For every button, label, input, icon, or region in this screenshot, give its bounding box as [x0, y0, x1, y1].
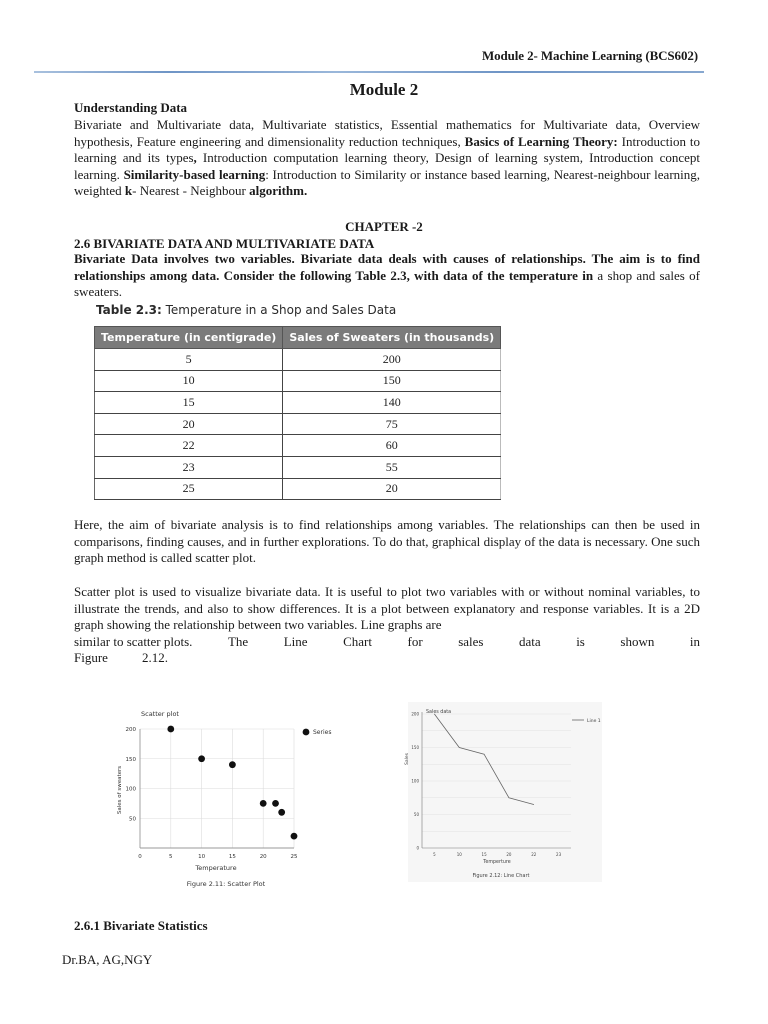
scatter-point: [198, 755, 205, 762]
table-row: [95, 392, 501, 414]
scatter-paragraph-line4: [74, 634, 700, 651]
scatter-point: [291, 833, 298, 840]
syllabus-segment: : Introduction to Similarity or instance based learning, Nearest-neighbour learning, weighted: [74, 166, 701, 199]
line-chart-caption: Figure 2.12: Line Chart: [472, 873, 530, 879]
word: similar to scatter plots.: [74, 633, 193, 649]
section-heading: 2.6 BIVARIATE DATA AND MULTIVARIATE DATA: [74, 236, 375, 251]
line-x-tick-label: 20: [506, 852, 512, 857]
table-row: [95, 435, 501, 457]
line-x-tick-label: 5: [433, 852, 436, 857]
syllabus-segment: - Nearest - Neighbour: [132, 183, 250, 199]
scatter-paragraph-line5: [74, 650, 700, 667]
table-row: [95, 413, 501, 435]
scatter-y-label: Sales of sweaters: [117, 765, 123, 815]
scatter-title: Scatter plot: [141, 710, 179, 718]
line-x-tick-label: 22: [531, 852, 537, 857]
intro-paragraph: [74, 251, 700, 301]
table-cell-temperature: 15: [95, 392, 283, 414]
word: for: [407, 633, 423, 649]
line-x-tick-label: 10: [456, 852, 462, 857]
table-caption-text: Temperature in a Shop and Sales Data: [161, 303, 397, 317]
table-cell-temperature: 23: [95, 456, 283, 478]
line-y-tick-label: 100: [411, 778, 419, 784]
syllabus-bold-segment: Basics of Learning Theory:: [464, 133, 618, 149]
scatter-plot-figure: [105, 700, 365, 895]
syllabus-paragraph: [74, 117, 700, 200]
syllabus-segment: Introduction to learning and its types: [74, 133, 700, 166]
word: The: [227, 633, 249, 649]
scatter-x-tick-label: 15: [228, 854, 236, 860]
scatter-x-tick-label: 0: [138, 854, 142, 860]
table-cell-temperature: 22: [95, 435, 283, 457]
line-chart-background: [408, 702, 602, 882]
subsection-heading: 2.6.1 Bivariate Statistics: [74, 918, 208, 933]
page-title: Module 2: [349, 80, 419, 99]
scatter-point: [260, 800, 267, 807]
table-row: [95, 370, 501, 392]
table-header-row: [95, 327, 501, 349]
syllabus-heading: Understanding Data: [74, 100, 188, 115]
scatter-y-tick-label: 150: [125, 756, 136, 763]
line-data-point: [533, 804, 534, 805]
analysis-paragraph: Here, the aim of bivariate analysis is to find relationships among variables. The relationships can then be used in comparisons, finding causes, and in further explorations. To do that, graphical display of the data is necessary. One such graph method is called scatter plot.: [74, 517, 700, 566]
table-cell-temperature: 20: [95, 413, 283, 435]
table-row: [95, 349, 501, 371]
line-x-tick-label: 15: [481, 852, 487, 857]
table-cell-sales: 20: [283, 478, 501, 500]
word: 2.12.: [141, 650, 168, 666]
word: data: [519, 633, 541, 649]
word: Chart: [343, 633, 372, 649]
line-chart-title: Sales data: [426, 710, 452, 715]
word: shown: [620, 633, 655, 649]
scatter-legend-label: Series: [313, 729, 332, 736]
line-y-tick-label: 50: [413, 812, 419, 817]
syllabus-bold-segment: algorithm.: [249, 183, 308, 199]
table-cell-sales: 60: [283, 435, 501, 457]
intro-plain-text: a shop and sales of sweaters.: [74, 267, 700, 300]
table-cell-temperature: 25: [95, 478, 283, 500]
line-data-point: [459, 747, 460, 748]
scatter-point: [278, 809, 285, 816]
header-rule: [34, 71, 704, 73]
syllabus-bold-segment: k: [124, 183, 133, 199]
table-header-sales: Sales of Sweaters (in thousands): [283, 327, 501, 349]
table-cell-sales: 200: [283, 349, 501, 371]
word: is: [576, 633, 585, 649]
line-y-label: Sales: [405, 753, 410, 765]
running-header: Module 2- Machine Learning (BCS602): [481, 48, 698, 63]
table-header-temperature: Temperature (in centigrade): [95, 327, 283, 349]
scatter-x-tick-label: 25: [290, 854, 298, 860]
line-data-point: [509, 797, 510, 798]
table-caption-label: Table 2.3:: [96, 303, 162, 317]
table-row: [95, 456, 501, 478]
table-cell-temperature: 10: [95, 370, 283, 392]
syllabus-bold-segment: ,: [193, 150, 197, 166]
line-y-tick-label: 200: [411, 711, 419, 717]
scatter-point: [229, 761, 236, 768]
line-x-label: Temperture: [483, 860, 511, 865]
syllabus-segment: Bivariate and Multivariate data, Multivariate statistics, Essential mathematics for Multivariate data, Overview hypothesis, Feature engineering and dimensionality reduction techniques,: [74, 117, 700, 149]
line-chart-figure: [396, 702, 606, 882]
scatter-caption: Figure 2.11: Scatter Plot: [186, 880, 266, 888]
line-y-tick-label: 150: [411, 745, 419, 750]
syllabus-bold-segment: Similarity-based learning: [123, 166, 266, 182]
scatter-y-tick-label: 200: [125, 727, 136, 733]
scatter-paragraph-main: Scatter plot is used to visualize bivariate data. It is useful to plot two variables with or without nominal variables, to illustrate the trends, and also to show differences. It is a plot between explanatory and response variables. It is a 2D graph showing the relationship between two variables. Line graphs are: [74, 584, 700, 633]
table-row: [95, 478, 501, 500]
table-cell-temperature: 5: [95, 349, 283, 371]
scatter-x-tick-label: 20: [259, 854, 267, 860]
word: Line: [283, 633, 308, 649]
scatter-x-tick-label: 10: [198, 854, 206, 860]
line-x-tick-label: 23: [556, 852, 562, 857]
intro-bold-text: Bivariate Data involves two variables. Bivariate data deals with causes of relationships. The aim is to find relationships among data. Consider the following Table 2.3, with data of the temperature in: [74, 251, 700, 283]
table-caption: [96, 303, 396, 317]
scatter-plot-paragraph: [74, 584, 700, 667]
line-legend-label: Line 1: [587, 719, 601, 724]
word: sales: [458, 633, 484, 649]
scatter-y-tick-label: 50: [129, 816, 136, 823]
scatter-point: [167, 726, 174, 733]
scatter-legend-marker: [303, 729, 310, 736]
syllabus-segment: Introduction computation learning theory, Design of learning system, Introduction concept learning.: [74, 150, 700, 182]
line-data-point: [484, 754, 485, 755]
scatter-point: [272, 800, 279, 807]
table-cell-sales: 55: [283, 456, 501, 478]
scatter-x-tick-label: 5: [169, 854, 173, 860]
line-data-point: [434, 714, 435, 715]
word: in: [689, 633, 700, 649]
scatter-y-tick-label: 100: [125, 786, 136, 793]
chapter-label: CHAPTER -2: [345, 219, 423, 234]
table-cell-sales: 140: [283, 392, 501, 414]
scatter-x-label: Temperature: [195, 864, 237, 872]
line-y-tick-label: 0: [416, 845, 419, 851]
table-cell-sales: 75: [283, 413, 501, 435]
table-cell-sales: 150: [283, 370, 501, 392]
temperature-sales-table: [94, 326, 501, 500]
word: Figure: [74, 650, 108, 666]
footer-authors: Dr.BA, AG,NGY: [62, 952, 153, 967]
